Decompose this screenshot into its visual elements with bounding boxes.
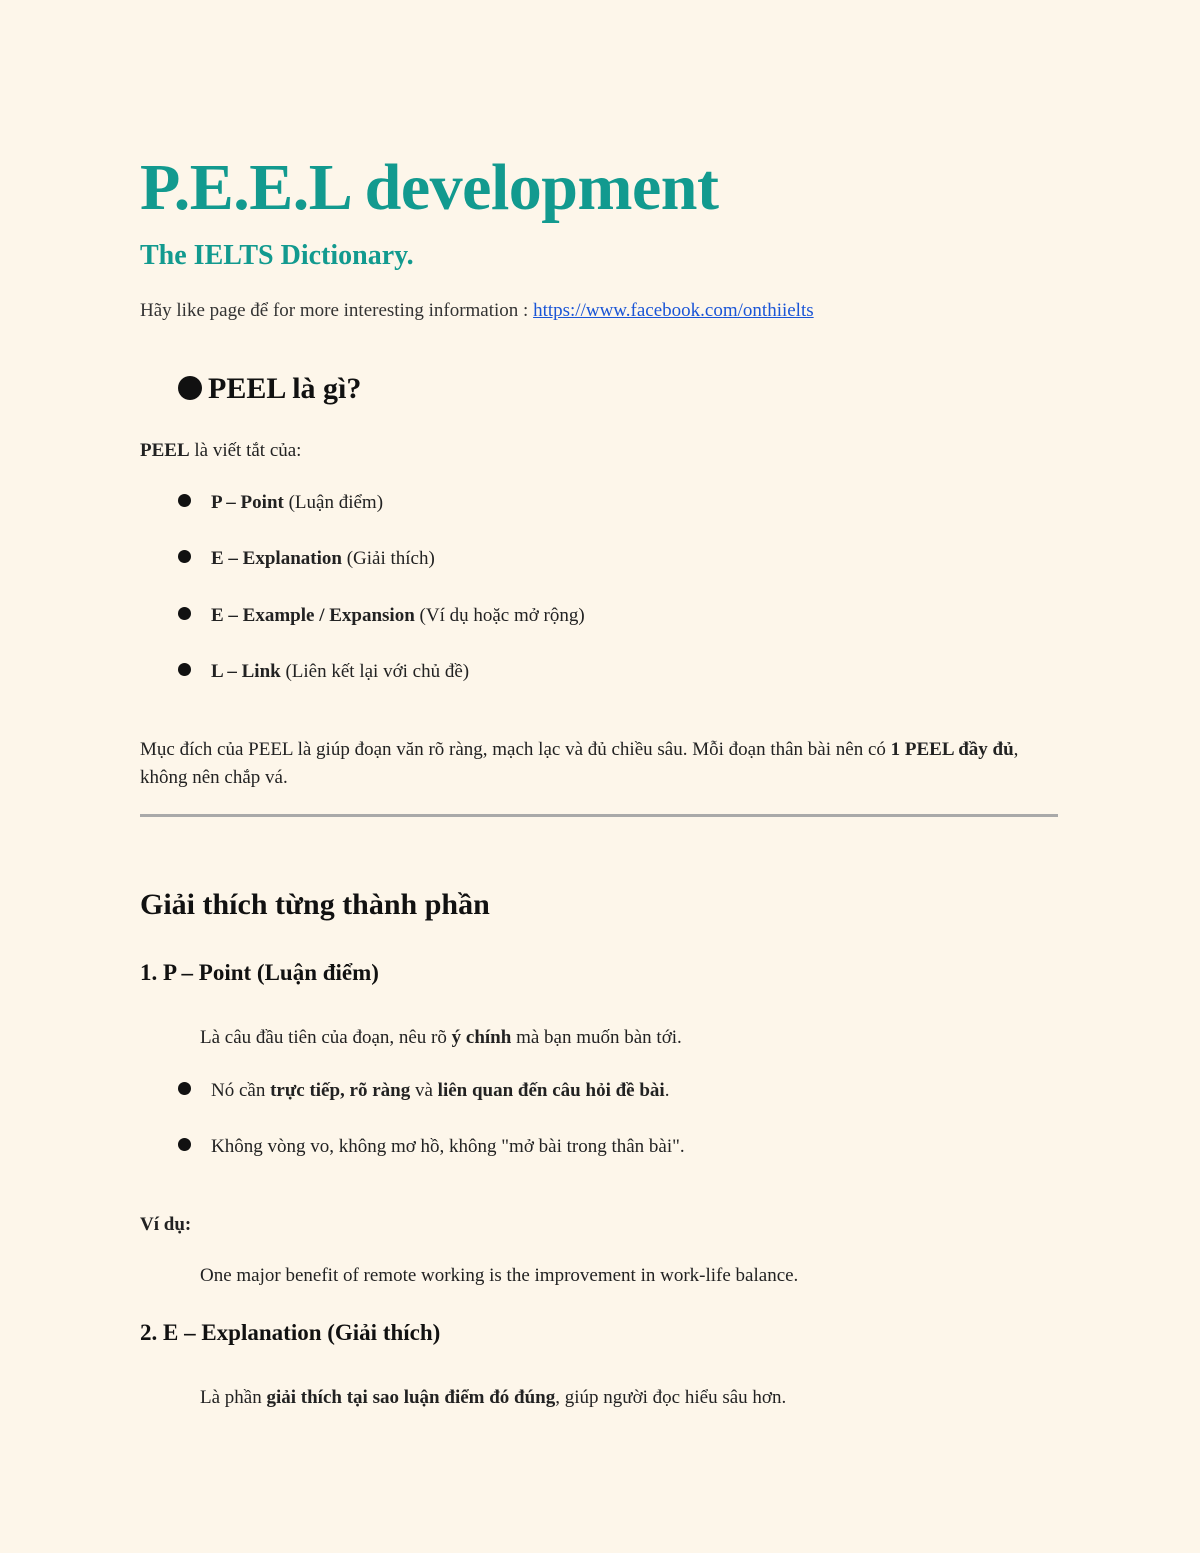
section-heading-components: Giải thích từng thành phần	[140, 888, 490, 921]
facebook-note	[140, 300, 814, 322]
bullet-icon	[178, 607, 191, 620]
peel-intro: PEEL là viết tắt của:	[140, 440, 302, 461]
point-heading: 1. P – Point (Luận điểm)	[140, 960, 379, 985]
list-item: E – Explanation (Giải thích)	[178, 548, 435, 570]
list-item: Nó cần trực tiếp, rõ ràng và liên quan đến câu hỏi đề bài.	[178, 1080, 669, 1102]
bullet-icon	[178, 376, 202, 400]
note-text: Hãy like page để for more interesting information :	[140, 300, 534, 321]
section-heading-peel: PEEL là gì?	[178, 372, 361, 406]
document-title: P.E.E.L development	[140, 151, 719, 224]
bullet-icon	[178, 550, 191, 563]
explanation-heading: 2. E – Explanation (Giải thích)	[140, 1320, 441, 1345]
point-description: Là câu đầu tiên của đoạn, nêu rõ ý chính mà bạn muốn bàn tới.	[200, 1027, 682, 1048]
bullet-icon	[178, 663, 191, 676]
list-item: L – Link (Liên kết lại với chủ đề)	[178, 661, 469, 683]
facebook-link[interactable]: https://www.facebook.com/onthiielts	[533, 300, 814, 321]
example-label: Ví dụ:	[140, 1214, 192, 1235]
point-example: One major benefit of remote working is the improvement in work-life balance.	[200, 1265, 799, 1286]
peel-purpose: Mục đích của PEEL là giúp đoạn văn rõ ràng, mạch lạc và đủ chiều sâu. Mỗi đoạn thân bài nên có 1 PEEL đầy đủ, không nên chắp vá.	[140, 739, 1019, 788]
bullet-icon	[178, 1138, 191, 1151]
list-item: Không vòng vo, không mơ hồ, không "mở bài trong thân bài".	[178, 1136, 685, 1158]
bullet-icon	[178, 1082, 191, 1095]
explanation-description: Là phần giải thích tại sao luận điểm đó đúng, giúp người đọc hiểu sâu hơn.	[200, 1387, 787, 1408]
horizontal-divider	[140, 814, 1058, 817]
bullet-icon	[178, 494, 191, 507]
list-item: E – Example / Expansion (Ví dụ hoặc mở rộng)	[178, 605, 585, 627]
document-subtitle: The IELTS Dictionary.	[140, 240, 414, 271]
list-item: P – Point (Luận điểm)	[178, 492, 383, 514]
